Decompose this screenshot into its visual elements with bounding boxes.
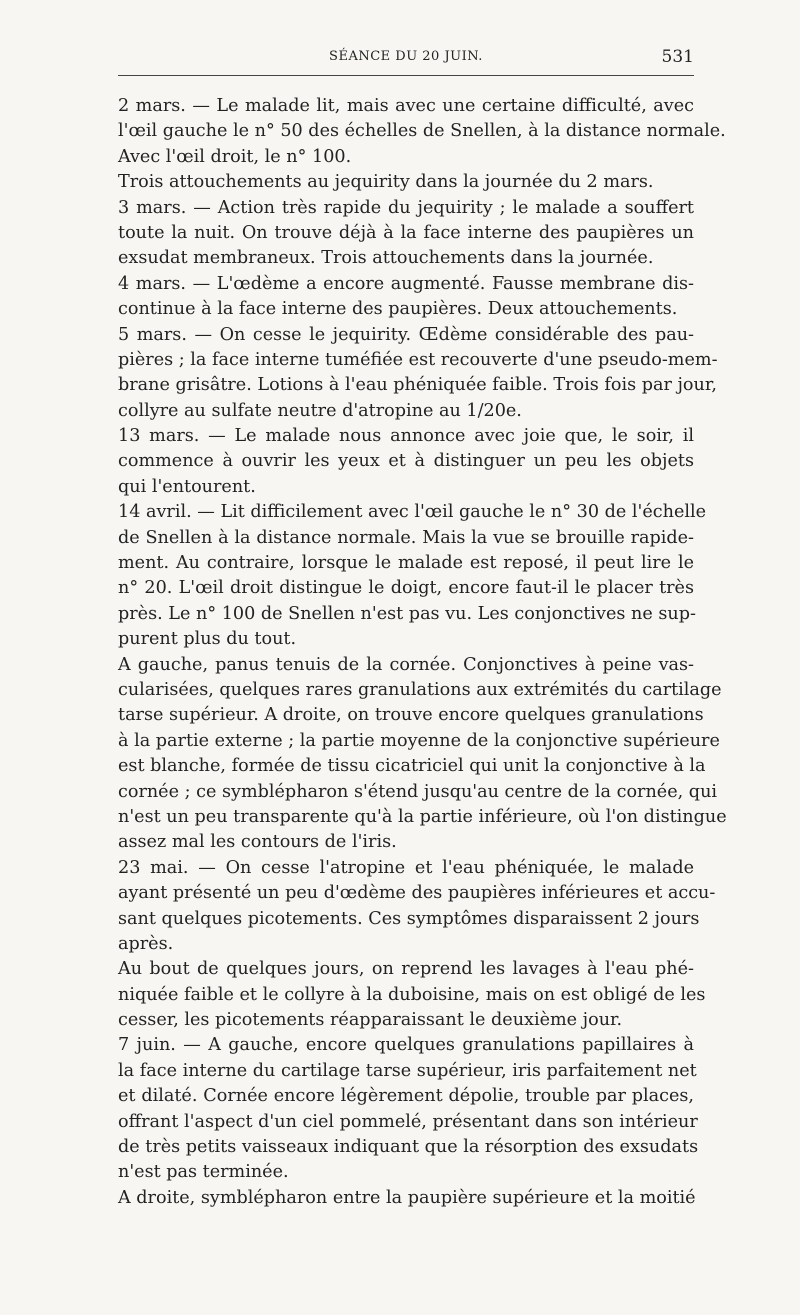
- text-line: Au bout de quelques jours, on reprend les lavages à l'eau phé-: [118, 959, 694, 980]
- text-line: Avec l'œil droit, le n° 100.: [118, 146, 352, 167]
- text-line: purent plus du tout.: [118, 629, 297, 650]
- text-line: de Snellen à la distance normale. Mais la vue se brouille rapide-: [118, 527, 694, 548]
- text-line: et dilaté. Cornée encore légèrement dépolie, trouble par places,: [118, 1086, 694, 1107]
- header-rule: [118, 75, 694, 76]
- text-line: 5 mars. — On cesse le jequirity. Œdème considérable des pau-: [118, 324, 694, 345]
- text-line: après.: [118, 933, 174, 954]
- text-line: cesser, les picotements réapparaissant le deuxième jour.: [118, 1010, 623, 1031]
- text-line: 13 mars. — Le malade nous annonce avec joie que, le soir, il: [118, 426, 694, 447]
- text-line: collyre au sulfate neutre d'atropine au 1/20e.: [118, 400, 522, 421]
- text-line: 7 juin. — A gauche, encore quelques granulations papillaires à: [118, 1035, 694, 1056]
- text-line: 4 mars. — L'œdème a encore augmenté. Fausse membrane dis-: [118, 273, 694, 294]
- text-line: près. Le n° 100 de Snellen n'est pas vu. Les conjonctives ne sup-: [118, 603, 696, 624]
- text-line: de très petits vaisseaux indiquant que la résorption des exsudats: [118, 1137, 699, 1158]
- text-line: 14 avril. — Lit difficilement avec l'œil gauche le n° 30 de l'échelle: [118, 502, 707, 523]
- text-line: n'est un peu transparente qu'à la partie inférieure, où l'on distingue: [118, 806, 727, 827]
- text-line: 23 mai. — On cesse l'atropine et l'eau phéniquée, le malade: [118, 857, 694, 878]
- text-line: n'est pas terminée.: [118, 1162, 289, 1183]
- text-line: sant quelques picotements. Ces symptômes disparaissent 2 jours: [118, 908, 700, 929]
- text-line: toute la nuit. On trouve déjà à la face interne des paupières un: [118, 222, 694, 243]
- text-line: cularisées, quelques rares granulations aux extrémités du cartilage: [118, 679, 722, 700]
- text-line: brane grisâtre. Lotions à l'eau phéniquée faible. Trois fois par jour,: [118, 375, 717, 396]
- running-title: SÉANCE DU 20 JUIN.: [329, 49, 483, 64]
- text-line: Trois attouchements au jequirity dans la journée du 2 mars.: [118, 172, 654, 193]
- text-line: niquée faible et le collyre à la duboisine, mais on est obligé de les: [118, 984, 706, 1005]
- text-line: est blanche, formée de tissu cicatriciel qui unit la conjonctive à la: [118, 756, 706, 777]
- text-line: tarse supérieur. A droite, on trouve encore quelques granulations: [118, 705, 704, 726]
- text-line: l'œil gauche le n° 50 des échelles de Snellen, à la distance normale.: [118, 121, 726, 142]
- text-line: cornée ; ce symblépharon s'étend jusqu'au centre de la cornée, qui: [118, 781, 718, 802]
- text-line: 3 mars. — Action très rapide du jequirity ; le malade a souffert: [118, 197, 694, 218]
- text-line: offrant l'aspect d'un ciel pommelé, présentant dans son intérieur: [118, 1111, 698, 1132]
- body-text: [118, 94, 727, 1211]
- text-line: 2 mars. — Le malade lit, mais avec une certaine difficulté, avec: [118, 96, 694, 116]
- text-line: la face interne du cartilage tarse supérieur, iris parfaitement net: [118, 1060, 697, 1081]
- text-line: exsudat membraneux. Trois attouchements dans la journée.: [118, 248, 654, 269]
- text-line: n° 20. L'œil droit distingue le doigt, encore faut-il le placer très: [118, 578, 694, 599]
- text-line: commence à ouvrir les yeux et à distinguer un peu les objets: [118, 451, 694, 472]
- text-line: à la partie externe ; la partie moyenne de la conjonctive supérieure: [118, 730, 720, 751]
- text-line: pières ; la face interne tuméfiée est recouverte d'une pseudo-mem-: [118, 349, 718, 370]
- page-number: 531: [661, 47, 694, 67]
- text-line: ment. Au contraire, lorsque le malade est reposé, il peut lire le: [118, 553, 694, 574]
- text-line: A gauche, panus tenuis de la cornée. Conjonctives à peine vas-: [118, 654, 694, 675]
- text-line: qui l'entourent.: [118, 476, 256, 497]
- text-line: continue à la face interne des paupières. Deux attouchements.: [118, 299, 678, 320]
- text-line: ayant présenté un peu d'œdème des paupières inférieures et accu-: [118, 883, 716, 904]
- text-line: assez mal les contours de l'iris.: [118, 832, 397, 853]
- text-line: A droite, symblépharon entre la paupière supérieure et la moitié: [118, 1187, 696, 1208]
- page-header: [118, 38, 694, 78]
